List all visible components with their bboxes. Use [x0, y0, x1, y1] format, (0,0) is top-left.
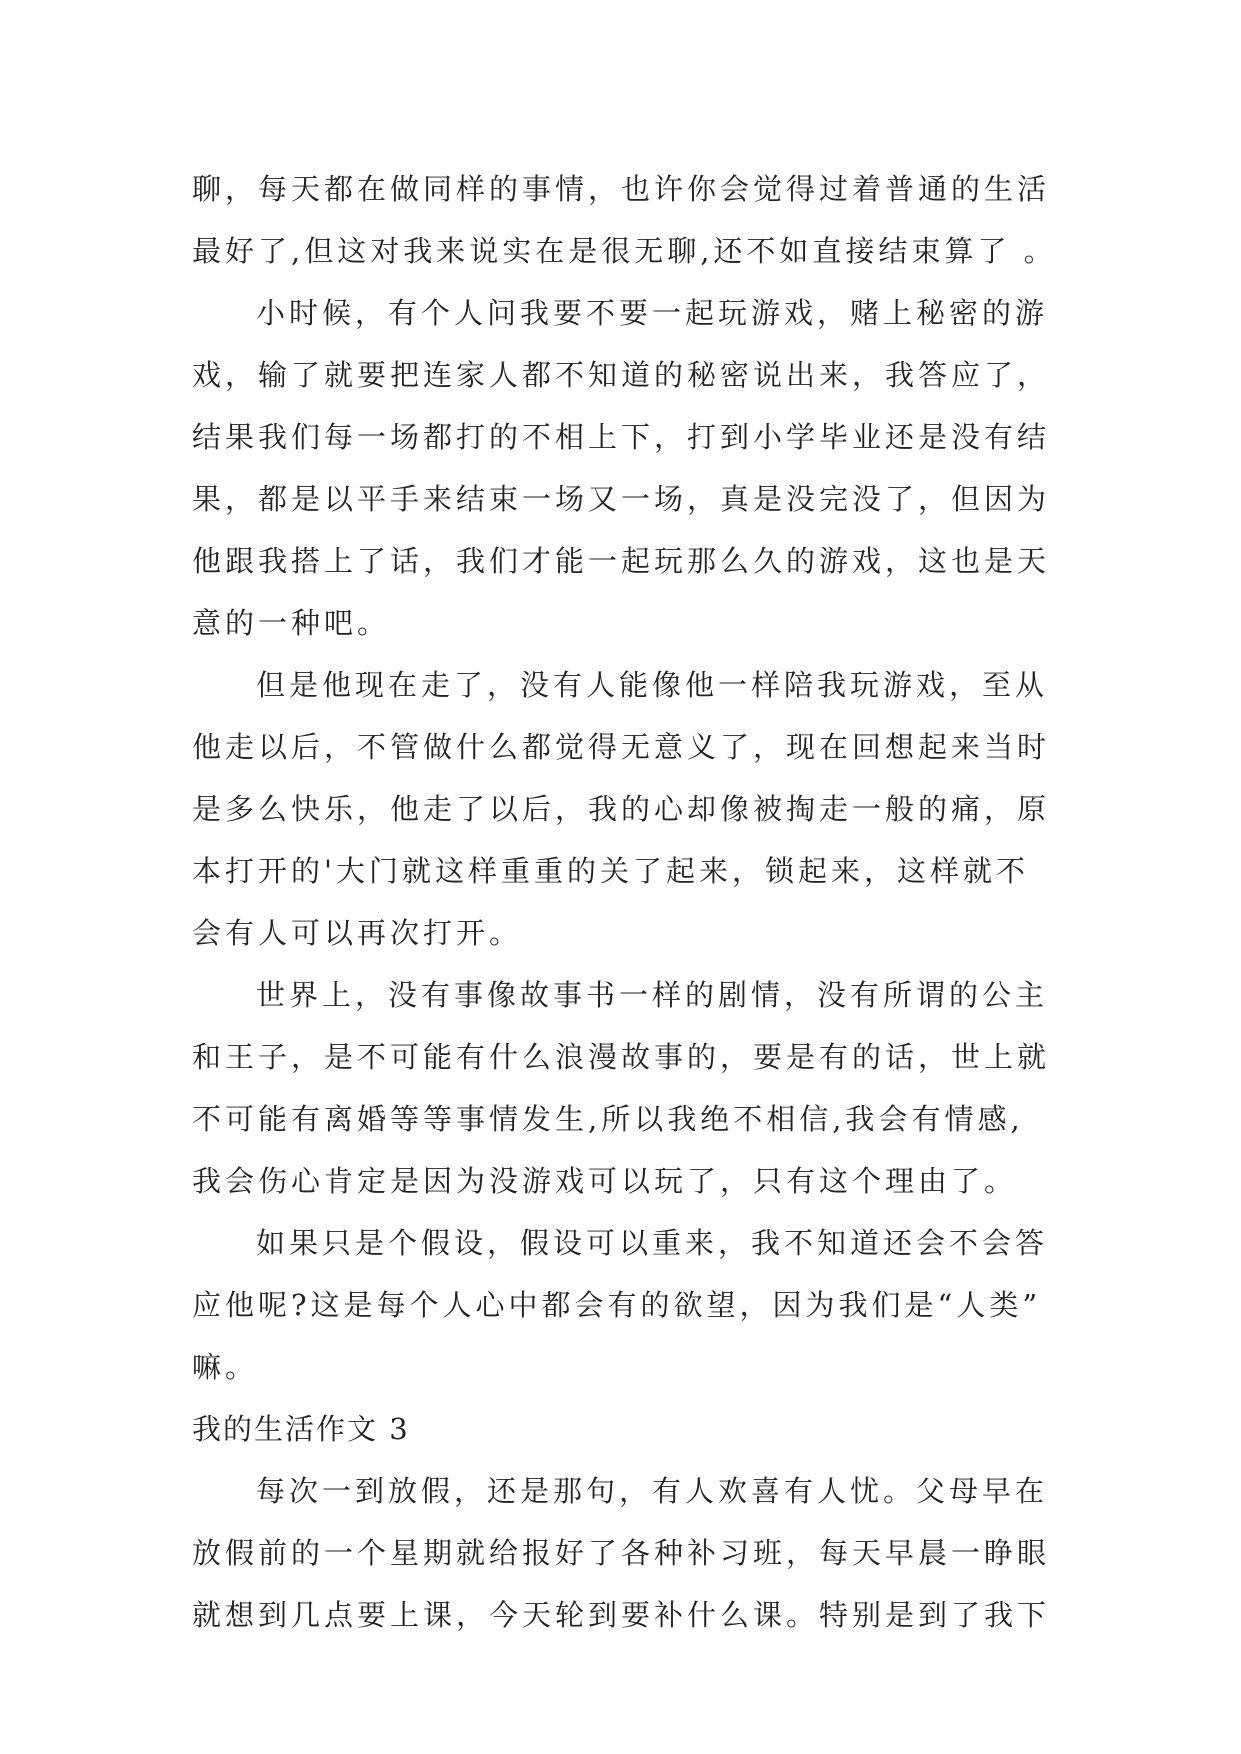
text-line: 和王子，是不可能有什么浪漫故事的，要是有的话，世上就 — [192, 1040, 1051, 1074]
text-line: 本打开的'大门就这样重重的关了起来，锁起来，这样就不 — [192, 854, 1029, 888]
text-line: 果，都是以平手来结束一场又一场，真是没完没了，但因为 — [192, 482, 1051, 516]
section-heading: 我的生活作文 3 — [192, 1412, 410, 1446]
text-line: 嘛。 — [192, 1350, 259, 1384]
paragraph-start-line: 如果只是个假设，假设可以重来，我不知道还会不会答 — [256, 1226, 1049, 1260]
text-line: 会有人可以再次打开。 — [192, 916, 523, 950]
text-line: 最好了,但这对我来说实在是很无聊,还不如直接结束算了 。 — [192, 234, 1057, 268]
text-line: 戏，输了就要把连家人都不知道的秘密说出来，我答应了， — [192, 358, 1051, 392]
paragraph-start-line: 每次一到放假，还是那句，有人欢喜有人忧。父母早在 — [256, 1474, 1049, 1508]
text-line: 就想到几点要上课，今天轮到要补什么课。特别是到了我下 — [192, 1598, 1051, 1632]
text-line: 意的一种吧。 — [192, 606, 391, 640]
text-line: 聊，每天都在做同样的事情，也许你会觉得过着普通的生活 — [192, 172, 1051, 206]
text-line: 不可能有离婚等等事情发生,所以我绝不相信,我会有情感, — [192, 1102, 1024, 1136]
text-line: 应他呢?这是每个人心中都会有的欲望，因为我们是“人类” — [192, 1288, 1042, 1322]
paragraph-start-line: 世界上，没有事像故事书一样的剧情，没有所谓的公主 — [256, 978, 1049, 1012]
text-line: 我会伤心肯定是因为没游戏可以玩了，只有这个理由了。 — [192, 1164, 1018, 1198]
paragraph-start-line: 小时候，有个人问我要不要一起玩游戏，赌上秘密的游 — [256, 296, 1049, 330]
text-line: 结果我们每一场都打的不相上下，打到小学毕业还是没有结 — [192, 420, 1051, 454]
text-line: 他走以后，不管做什么都觉得无意义了，现在回想起来当时 — [192, 730, 1051, 764]
text-line: 是多么快乐，他走了以后，我的心却像被掏走一般的痛，原 — [192, 792, 1051, 826]
text-line: 他跟我搭上了话，我们才能一起玩那么久的游戏，这也是天 — [192, 544, 1051, 578]
paragraph-start-line: 但是他现在走了，没有人能像他一样陪我玩游戏，至从 — [256, 668, 1049, 702]
document-body — [192, 158, 1072, 1646]
text-line: 放假前的一个星期就给报好了各种补习班，每天早晨一睁眼 — [192, 1536, 1051, 1570]
